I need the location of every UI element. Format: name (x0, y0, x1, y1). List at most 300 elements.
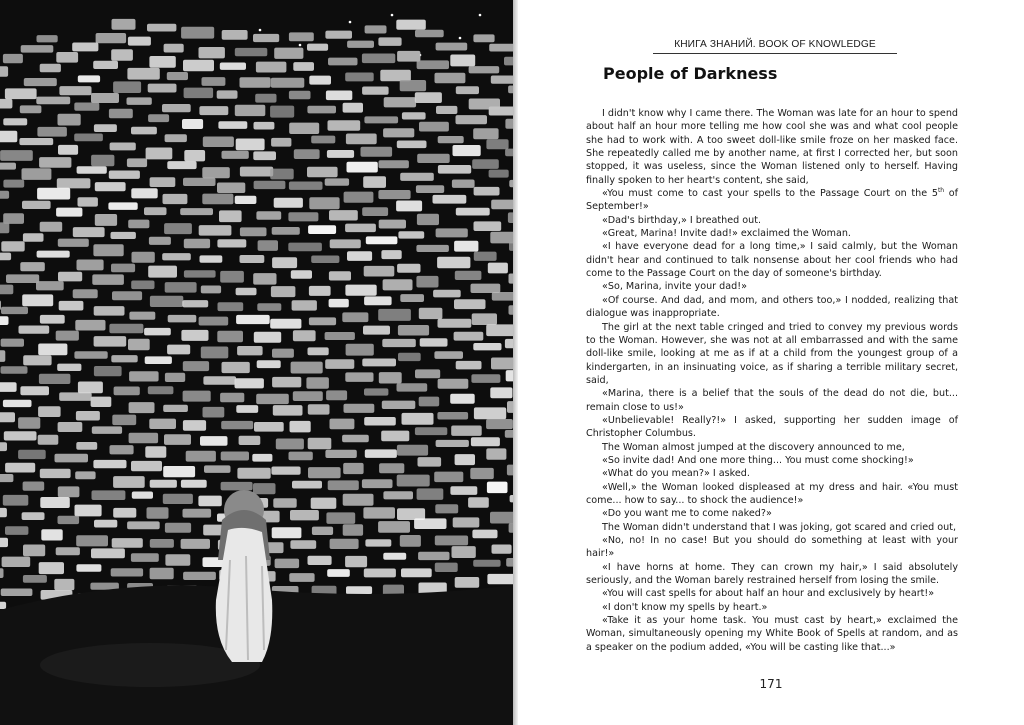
ordinal-suffix: th (937, 186, 945, 194)
brick-stroke (402, 413, 434, 425)
brick-stroke (23, 233, 44, 242)
brick-stroke (0, 442, 7, 451)
brick-stroke (311, 136, 335, 144)
brick-stroke (454, 241, 478, 252)
brick-stroke (95, 214, 117, 226)
brick-stroke (22, 512, 45, 520)
brick-stroke (163, 405, 188, 412)
brick-stroke (456, 115, 488, 124)
page-number: 171 (759, 677, 783, 691)
brick-stroke (149, 56, 175, 68)
brick-stroke (473, 34, 494, 42)
brick-stroke (38, 435, 59, 445)
brick-stroke (253, 483, 276, 494)
brick-stroke (492, 292, 513, 301)
brick-stroke (202, 167, 230, 178)
brick-stroke (291, 270, 312, 279)
paragraph: «Take it as your home task. You must cast by heart,» exclaimed the Woman, simultaneously opening my White Book of Spells at random, and as a speaker on the podium added, «You will be casting like that...» (586, 615, 958, 653)
brick-stroke (383, 128, 414, 137)
brick-stroke (489, 44, 513, 52)
brick-stroke (381, 250, 401, 259)
brick-stroke (292, 481, 322, 489)
brick-stroke (23, 355, 51, 365)
brick-stroke (364, 296, 392, 305)
brick-stroke (505, 149, 513, 157)
brick-stroke (436, 106, 457, 114)
brick-stroke (23, 545, 45, 557)
brick-stroke (345, 285, 376, 296)
brick-stroke (37, 35, 58, 42)
brick-stroke (397, 141, 427, 149)
brick-stroke (471, 374, 500, 383)
brick-stroke (201, 347, 229, 359)
brick-stroke (112, 538, 143, 548)
brick-stroke (452, 546, 476, 558)
brick-stroke (362, 479, 393, 488)
brick-stroke (362, 54, 395, 64)
brick-stroke (3, 495, 29, 506)
brick-stroke (128, 339, 150, 351)
brick-stroke (55, 454, 89, 463)
brick-stroke (419, 397, 440, 407)
brick-stroke (131, 553, 159, 562)
star (459, 37, 462, 40)
brick-stroke (24, 78, 57, 86)
brick-stroke (450, 55, 475, 67)
brick-stroke (59, 392, 91, 401)
brick-stroke (167, 345, 190, 355)
brick-stroke (131, 461, 162, 471)
paragraph: «Unbelievable! Really?!» I asked, supporting her sudden image of Christopher Columbus. (586, 414, 958, 440)
brick-stroke (342, 312, 368, 322)
brick-stroke (165, 523, 191, 533)
brick-stroke (419, 308, 443, 319)
brick-stroke (237, 468, 270, 479)
star (259, 29, 262, 32)
chapter-title: People of Darkness (603, 64, 778, 83)
brick-stroke (256, 211, 281, 220)
brick-stroke (20, 262, 45, 271)
brick-stroke (364, 116, 398, 123)
brick-stroke (204, 465, 231, 473)
star (479, 14, 482, 17)
brick-stroke (162, 253, 191, 260)
brick-stroke (276, 439, 304, 450)
brick-stroke (113, 508, 136, 518)
brick-stroke (491, 358, 513, 370)
brick-stroke (167, 161, 196, 169)
paragraph: «Dad's birthday,» I breathed out. (602, 214, 762, 226)
brick-stroke (167, 72, 188, 80)
brick-stroke (36, 97, 70, 105)
brick-stroke (163, 194, 188, 204)
brick-stroke (0, 300, 1, 310)
brick-stroke (129, 371, 159, 381)
running-head: КНИГА ЗНАНИЙ. BOOK OF KNOWLEDGE (653, 39, 897, 54)
brick-stroke (128, 220, 149, 229)
brick-stroke (129, 312, 155, 320)
brick-stroke (94, 336, 127, 347)
brick-stroke (58, 422, 83, 432)
brick-stroke (76, 442, 97, 450)
brick-stroke (436, 440, 469, 447)
paragraph: I didn't know why I came there. The Woman was late for an hour to spend about half an hour more telling me how cool she was and what cool people she had to work with. A too sweet doll-like smile froze on her masked face. She repeatedly called me by another name, at first I corrected her, but soon stopped, it was useless, since the Woman listened only to herself. Having finally spoken to her heart's content, she said, (586, 108, 958, 186)
brick-stroke (455, 577, 480, 588)
brick-stroke (420, 338, 448, 346)
brick-stroke (272, 257, 297, 268)
brick-stroke (438, 319, 472, 328)
brick-stroke (147, 507, 169, 519)
brick-stroke (437, 257, 470, 269)
brick-stroke (235, 48, 267, 56)
brick-stroke (435, 504, 458, 513)
brick-stroke (220, 271, 244, 283)
brick-stroke (271, 467, 300, 475)
brick-stroke (240, 167, 273, 177)
brick-stroke (91, 397, 112, 407)
brick-stroke (183, 361, 209, 371)
brick-stroke (202, 194, 233, 205)
brick-stroke (343, 463, 363, 474)
brick-stroke (505, 430, 513, 438)
paragraph: «No, no! In no case! But you should do something at least with your hair!» (586, 535, 958, 560)
brick-stroke (148, 84, 177, 93)
brick-stroke (1, 339, 24, 347)
brick-stroke (256, 62, 287, 73)
brick-stroke (492, 545, 512, 554)
brick-stroke (236, 288, 257, 296)
brick-stroke (382, 401, 416, 409)
brick-stroke (311, 256, 339, 264)
brick-stroke (344, 192, 374, 203)
paragraph: «So invite dad! And one more thing... You must come shocking!» (602, 454, 914, 466)
brick-stroke (183, 509, 212, 518)
brick-stroke (454, 332, 484, 341)
brick-stroke (111, 49, 133, 61)
brick-stroke (221, 482, 253, 491)
brick-stroke (222, 30, 248, 40)
brick-stroke (329, 299, 349, 308)
brick-stroke (5, 526, 28, 535)
brick-stroke (398, 231, 424, 238)
brick-stroke (435, 563, 458, 572)
brick-stroke (469, 66, 500, 73)
brick-stroke (0, 253, 11, 261)
brick-stroke (150, 568, 174, 579)
brick-stroke (380, 70, 411, 82)
brick-stroke (270, 106, 294, 118)
brick-stroke (379, 372, 402, 383)
brick-stroke (454, 299, 486, 309)
brick-stroke (131, 127, 157, 135)
brick-stroke (92, 426, 122, 434)
brick-stroke (326, 390, 347, 400)
brick-stroke (346, 586, 372, 594)
brick-stroke (164, 44, 184, 53)
brick-stroke (346, 344, 374, 356)
brick-stroke (433, 195, 467, 204)
brick-stroke (95, 182, 126, 191)
text-page (518, 0, 1024, 725)
brick-stroke (452, 180, 475, 188)
brick-stroke (111, 264, 135, 273)
brick-stroke (345, 224, 376, 233)
brick-stroke (418, 552, 449, 560)
brick-stroke (0, 316, 9, 325)
brick-stroke (20, 386, 49, 395)
brick-stroke (328, 480, 359, 490)
brick-stroke (270, 169, 294, 180)
brick-stroke (56, 547, 80, 555)
brick-stroke (364, 569, 396, 578)
brick-stroke (435, 536, 468, 546)
brick-stroke (40, 222, 63, 232)
brick-stroke (347, 162, 378, 173)
brick-stroke (39, 157, 71, 168)
brick-stroke (342, 435, 369, 443)
brick-stroke (58, 114, 81, 126)
brick-stroke (474, 252, 497, 261)
brick-stroke (18, 450, 46, 459)
brick-stroke (397, 383, 428, 391)
brick-stroke (473, 128, 498, 139)
brick-stroke (40, 469, 71, 478)
brick-stroke (75, 505, 102, 517)
brick-stroke (256, 394, 289, 404)
brick-stroke (22, 294, 53, 306)
brick-stroke (184, 270, 216, 277)
brick-stroke (434, 472, 463, 483)
brick-stroke (307, 44, 328, 51)
brick-stroke (468, 497, 489, 508)
brick-stroke (217, 183, 245, 194)
brick-stroke (291, 362, 323, 374)
brick-stroke (471, 437, 500, 446)
brick-stroke (308, 438, 332, 450)
brick-stroke (289, 452, 313, 461)
brick-stroke (4, 431, 37, 440)
brick-stroke (93, 61, 118, 69)
brick-stroke (418, 457, 442, 467)
brick-stroke (92, 490, 126, 500)
brick-stroke (366, 236, 398, 244)
brick-stroke (57, 364, 81, 371)
brick-stroke (77, 260, 104, 271)
brick-stroke (76, 411, 100, 421)
brick-stroke (41, 529, 62, 540)
brick-stroke (453, 145, 481, 156)
brick-stroke (236, 139, 265, 151)
brick-stroke (471, 284, 501, 293)
brick-stroke (327, 150, 354, 158)
brick-stroke (271, 286, 296, 297)
brick-stroke (91, 548, 125, 558)
brick-stroke (255, 94, 276, 103)
brick-stroke (329, 271, 351, 280)
brick-stroke (39, 374, 71, 384)
brick-stroke (165, 554, 190, 566)
brick-stroke (108, 202, 137, 210)
brick-stroke (0, 412, 15, 422)
brick-stroke (58, 272, 82, 282)
brick-stroke (1, 366, 28, 374)
brick-stroke (309, 76, 331, 85)
brick-stroke (491, 76, 513, 84)
brick-stroke (5, 88, 37, 99)
brick-stroke (379, 463, 404, 473)
brick-stroke (505, 339, 513, 348)
paragraph: «Great, Marina! Invite dad!» exclaimed the Woman. (602, 228, 851, 240)
brick-stroke (149, 237, 171, 245)
brick-stroke (273, 405, 303, 416)
brick-stroke (129, 433, 159, 444)
brick-stroke (40, 64, 61, 73)
brick-stroke (327, 569, 350, 577)
brick-stroke (236, 315, 270, 324)
brick-stroke (0, 131, 17, 142)
brick-stroke (74, 134, 103, 142)
brick-stroke (168, 315, 197, 323)
brick-stroke (274, 198, 303, 208)
brick-stroke (419, 122, 449, 132)
brick-stroke (417, 488, 444, 500)
brick-stroke (486, 448, 506, 459)
brick-stroke (236, 405, 258, 413)
brick-stroke (91, 93, 119, 103)
brick-stroke (474, 407, 506, 419)
brick-stroke (0, 382, 17, 392)
brick-stroke (312, 527, 333, 535)
brick-stroke (398, 353, 421, 361)
brick-stroke (37, 127, 67, 137)
brick-stroke (127, 521, 160, 529)
brick-stroke (257, 360, 281, 368)
brick-stroke (306, 377, 329, 388)
brick-stroke (3, 54, 23, 63)
brick-stroke (3, 118, 27, 125)
brick-stroke (325, 332, 355, 340)
brick-stroke (489, 170, 509, 178)
brick-stroke (378, 521, 410, 533)
brick-stroke (113, 476, 145, 488)
brick-stroke (490, 512, 513, 524)
brick-stroke (293, 391, 323, 401)
brick-stroke (346, 134, 377, 145)
brick-stroke (109, 109, 133, 118)
brick-stroke (132, 252, 155, 263)
brick-stroke (77, 166, 107, 174)
brick-stroke (505, 119, 513, 129)
brick-stroke (328, 120, 361, 131)
star (299, 44, 302, 47)
brick-stroke (378, 37, 401, 46)
brick-stroke (235, 196, 257, 204)
brick-stroke (0, 150, 33, 161)
brick-stroke (56, 52, 78, 63)
brick-stroke (307, 167, 338, 178)
brick-stroke (450, 486, 477, 495)
brick-stroke (365, 25, 387, 33)
brick-stroke (110, 445, 134, 454)
brick-stroke (417, 214, 439, 225)
brick-stroke (455, 454, 475, 465)
brick-stroke (36, 281, 64, 290)
brick-stroke (328, 58, 358, 66)
brick-stroke (40, 315, 65, 324)
brick-stroke (472, 159, 499, 169)
brick-stroke (363, 326, 390, 335)
brick-stroke (258, 240, 278, 251)
brick-stroke (309, 286, 331, 296)
brick-stroke (94, 366, 122, 376)
brick-stroke (113, 81, 141, 93)
brick-stroke (219, 210, 242, 222)
paragraph: «I have horns at home. They can crown my hair,» I said absolutely seriously, and the Woman barely restrained herself from losing the smile. (586, 561, 958, 587)
brick-stroke (1, 589, 33, 597)
brick-stroke (222, 362, 250, 373)
brick-stroke (240, 255, 265, 263)
brick-stroke (490, 232, 513, 244)
brick-stroke (414, 518, 446, 529)
brick-stroke (472, 530, 497, 539)
brick-stroke (180, 208, 213, 215)
brick-stroke (200, 255, 223, 262)
brick-stroke (147, 24, 176, 32)
brick-stroke (0, 222, 9, 233)
brick-stroke (1, 241, 24, 251)
brick-stroke (382, 339, 416, 347)
brick-stroke (383, 491, 413, 499)
brick-stroke (383, 279, 413, 290)
brick-stroke (345, 73, 374, 82)
brick-stroke (254, 332, 281, 343)
brick-stroke (128, 37, 151, 46)
brick-stroke (54, 579, 74, 590)
brick-stroke (330, 239, 361, 248)
brick-stroke (112, 415, 136, 426)
brick-stroke (221, 421, 253, 429)
brick-stroke (437, 412, 468, 420)
brick-stroke (379, 220, 406, 229)
brick-stroke (217, 331, 243, 343)
brick-stroke (292, 300, 317, 310)
brick-stroke (456, 86, 479, 94)
brick-stroke (186, 451, 216, 462)
paragraph-text: «You must come to cast your spells to the Passage Court on the 5th of September!» (586, 186, 959, 213)
brick-stroke (56, 331, 79, 341)
brick-stroke (146, 148, 173, 160)
brick-stroke (199, 106, 228, 115)
brick-stroke (144, 207, 167, 215)
brick-stroke (127, 97, 152, 105)
brick-stroke (343, 524, 363, 535)
brick-stroke (39, 562, 64, 574)
brick-stroke (453, 517, 480, 527)
brick-stroke (289, 182, 323, 190)
brick-stroke (293, 330, 316, 341)
brick-stroke (181, 27, 214, 39)
brick-stroke (129, 402, 155, 413)
brick-stroke (183, 60, 214, 72)
brick-stroke (0, 474, 13, 482)
brick-stroke (257, 303, 281, 311)
brick-stroke (274, 48, 303, 59)
brick-stroke (290, 421, 311, 433)
brick-stroke (417, 60, 449, 69)
brick-stroke (0, 568, 4, 578)
brick-stroke (487, 482, 508, 494)
brick-stroke (111, 232, 136, 239)
